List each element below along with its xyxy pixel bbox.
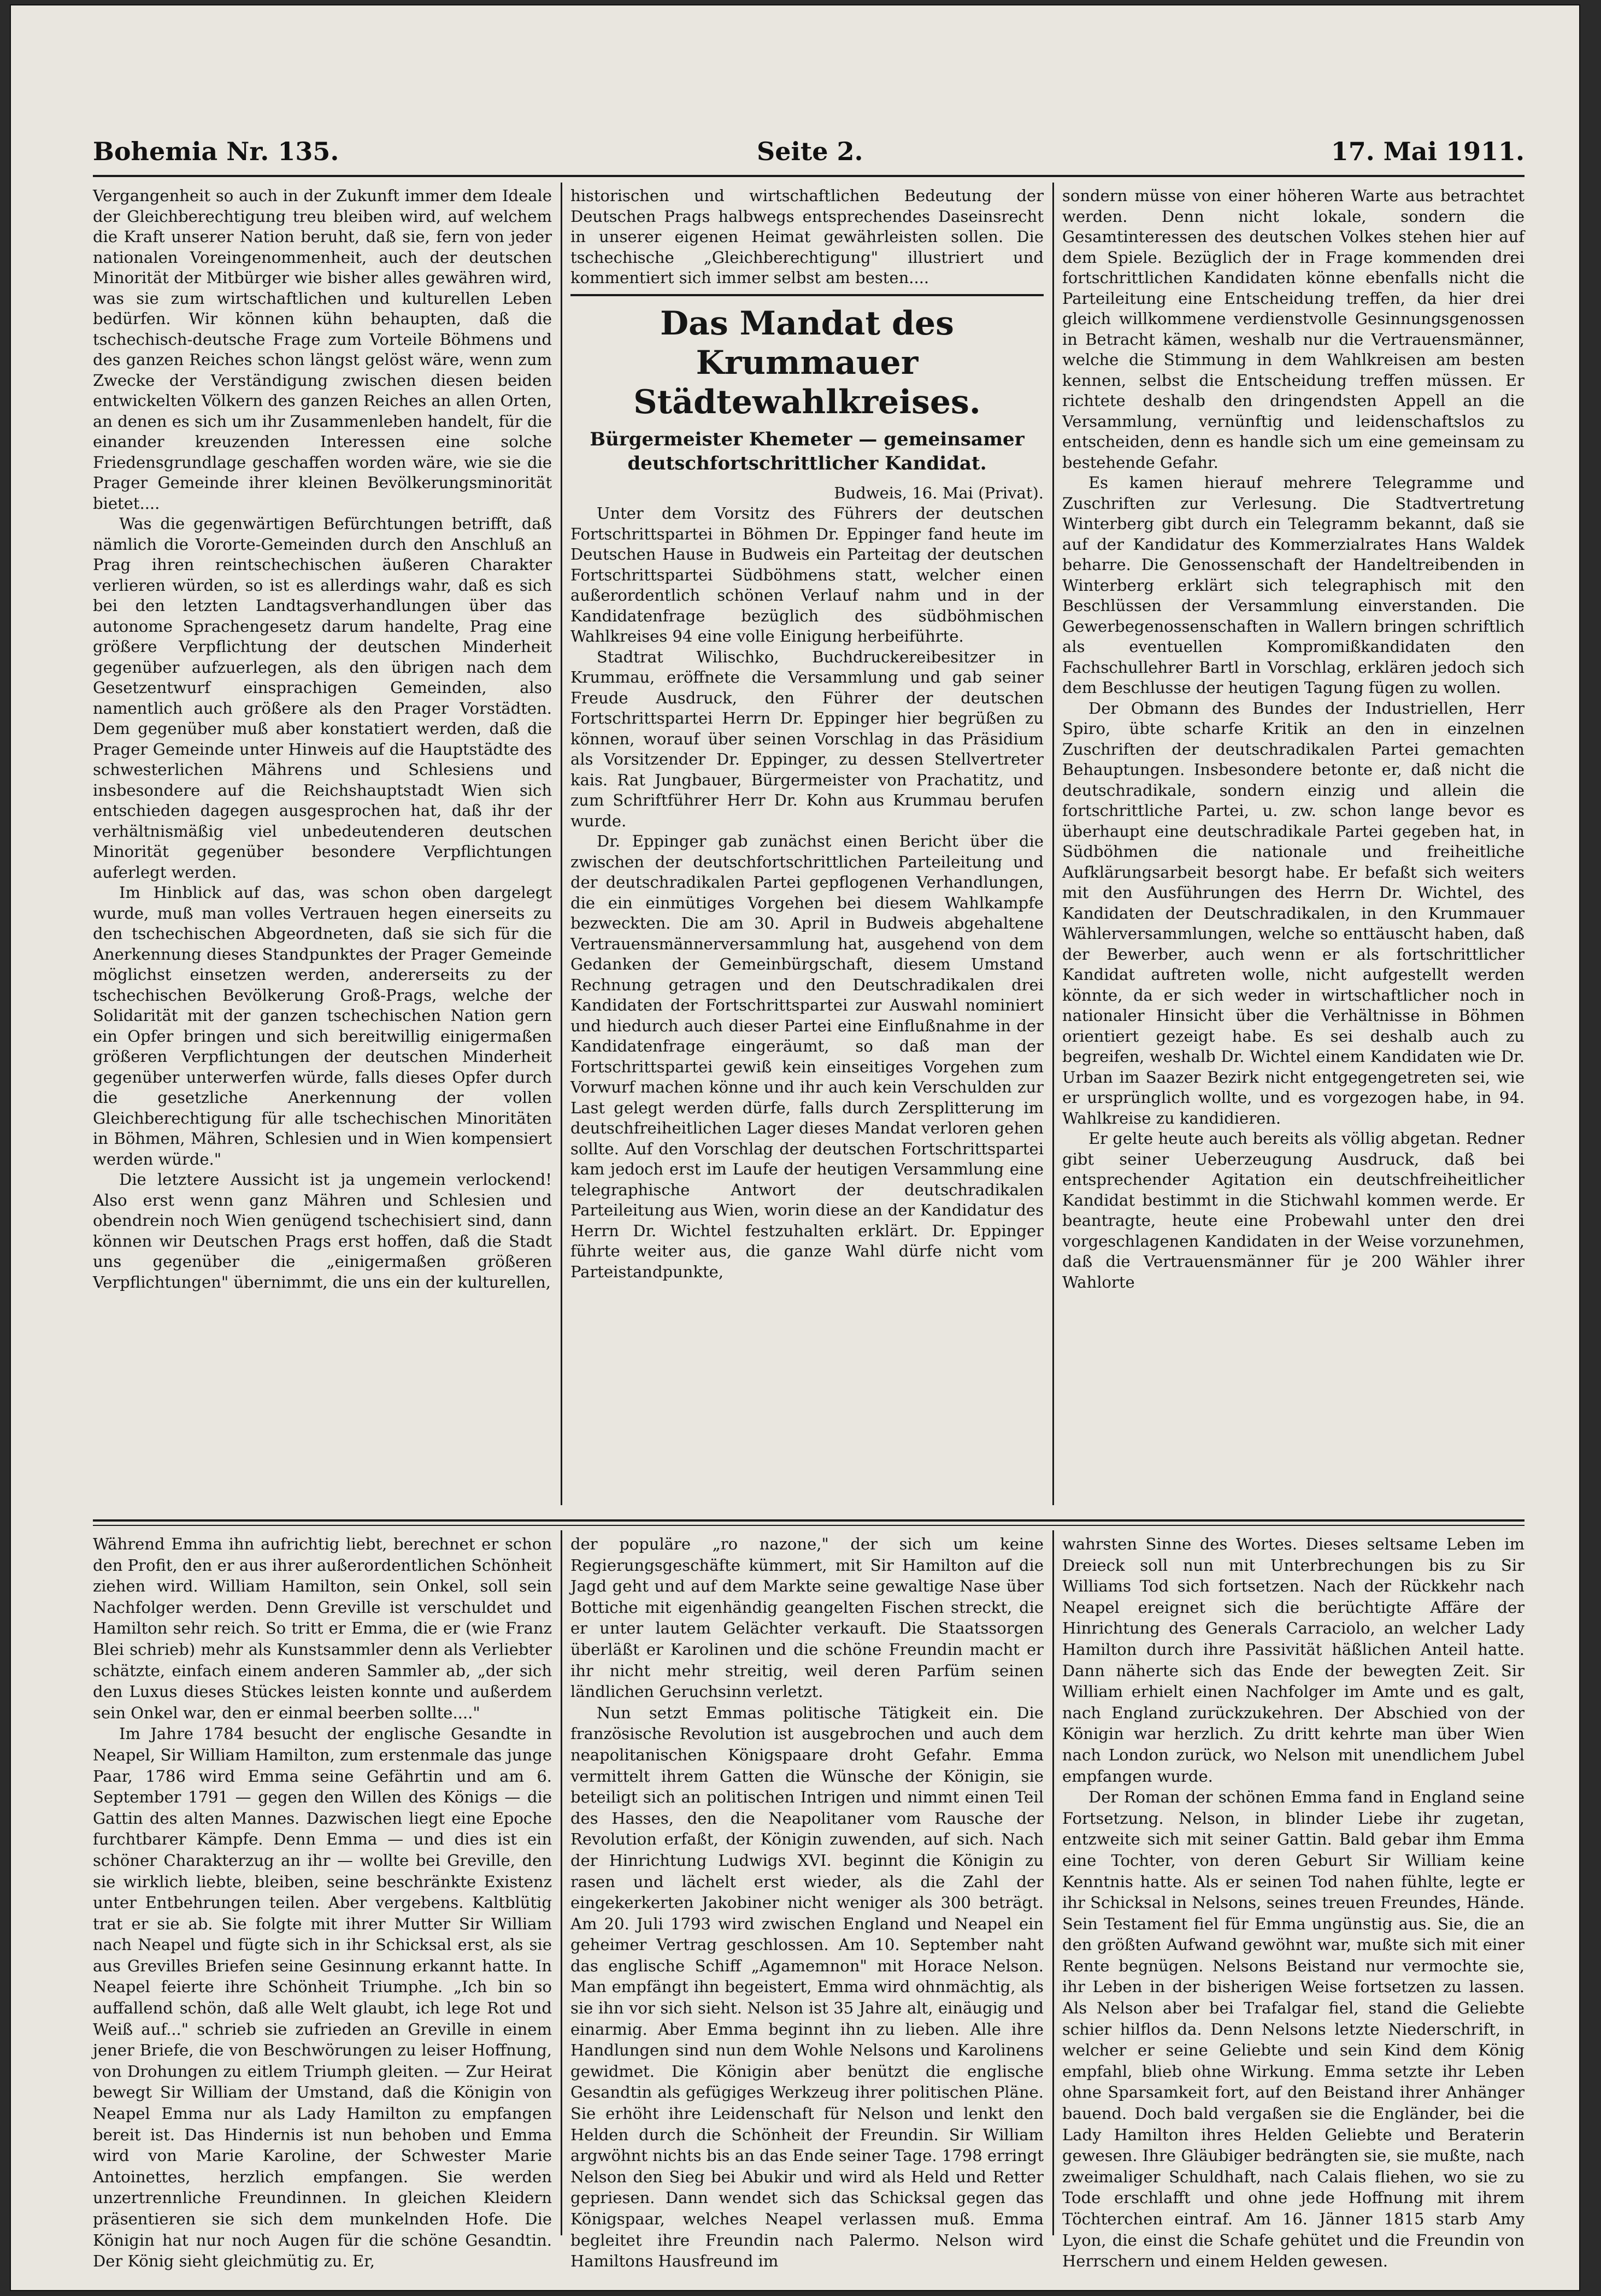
article-dateline: Budweis, 16. Mai (Privat). bbox=[834, 483, 1044, 502]
paragraph: Dr. Eppinger gab zunächst einen Bericht über die zwischen der deutschfortschrittlichen Parteileitung und der deutschradikalen Partei gepflogenen Verhandlungen, die ein einmütiges Vorgehen bei diesem Wahlkampfe bezweckten. Die am 30. April in Budweis abgehaltene Vertrauensmännerversammlung hat, ausgehend von dem Gedanken der Gemeinbürgschaft, diesem Umstand Rechnung getragen und den Deutschradikalen drei Kandidaten der Fortschrittspartei zur Auswahl nominiert und hiedurch auch dieser Partei eine Einflußnahme in der Kandidatenfrage eingeräumt, so daß man der Fortschrittspartei gewiß kein einseitiges Vorgehen zum Vorwurf machen könne und ihr auch kein Verschulden zur Last gelegt werden dürfe, falls durch Zersplitterung im deutschfreiheitlichen Lager dieses Mandat verloren gehen sollte. Auf den Vorschlag der deutschen Fortschrittspartei kam jedoch erst im Laufe der heutigen Versammlung eine telegraphische Antwort der deutschradikalen Parteileitung aus Wien, worin diese an der Kandidatur des Herrn Dr. Wichtel festzuhalten erklärt. Dr. Eppinger führte weiter aus, die ganze Wahl dürfe nicht vom Parteistandpunkte, bbox=[570, 832, 1044, 1281]
page-header bbox=[93, 137, 1525, 175]
column-rule-upper-1 bbox=[561, 183, 562, 1505]
paragraph: historischen und wirtschaftlichen Bedeutung der Deutschen Prags halbwegs entsprechendes Daseinsrecht in unserer eigenen Heimat gewährleisten sollen. Die tschechische „Gleichberechtigung" illustriert und kommentiert sich immer selbst am besten.... bbox=[570, 186, 1044, 287]
upper-column-1 bbox=[93, 186, 552, 1508]
paragraph: Stadtrat Wilischko, Buchdruckereibesitzer in Krummau, eröffnete die Versammlung und gab seiner Freude Ausdruck, den Führer der deutschen Fortschrittspartei Herrn Dr. Eppinger hier begrüßen zu können, worauf über seinen Vorschlag in das Präsidium als Vorsitzender Dr. Eppinger, zu dessen Stellvertreter kais. Rat Jungbauer, Bürgermeister von Prachatitz, und zum Schriftführer Herr Dr. Kohn aus Krummau berufen wurde. bbox=[570, 647, 1044, 830]
paragraph: Was die gegenwärtigen Befürchtungen betrifft, daß nämlich die Vororte-Gemeinden durch den Anschluß an Prag ihren reintschechischen äußeren Charakter verlieren würden, so ist es allerdings wahr, daß es sich bei den letzten Landtagsverhandlungen über das autonome Sprachengesetz darum handelte, Prag eine größere Verpflichtung der deutschen Minderheit gegenüber aufzuerlegen, als den übrigen nach dem Gesetzentwurf einsprachigen Gemeinden, also namentlich auch größere als den Prager Vorstädten. Dem gegenüber muß aber konstatiert werden, daß die Prager Gemeinde unter Hinweis auf die Hauptstädte des schwesterlichen Mährens und Schlesiens und insbesondere auf die Reichshauptstadt Wien sich entschieden dagegen ausgesprochen hat, daß ihr der verhältnismäßig viel unbedeutenderen deutschen Minorität gegenüber besondere Verpflichtungen auferlegt werden. bbox=[93, 514, 552, 882]
paragraph: Vergangenheit so auch in der Zukunft immer dem Ideale der Gleichberechtigung treu bleiben wird, auf welchem die Kraft unserer Nation beruht, daß sie, fern von jeder nationalen Voreingenommenheit, auch der deutschen Minorität der Mitbürger wie bisher alles gewähren wird, was sie zum wirtschaftlichen und kulturellen Leben bedürfen. Wir können kühn behaupten, daß die tschechisch-deutsche Frage zum Vorteile Böhmens und des ganzen Reiches schon längst gelöst wäre, wenn zum Zwecke der Verständigung zwischen diesen beiden entwickelten Völkern des ganzen Reiches an allen Orten, an denen es sich um ihr Zusammenleben handelt, für die einander kreuzenden Interessen eine solche Friedensgrundlage geschaffen worden wäre, wie sie die Prager Gemeinde ihrer kleinen Bevölkerungsminorität bietet.... bbox=[93, 186, 552, 513]
newspaper-sheet bbox=[11, 5, 1579, 2290]
lower-column-1 bbox=[93, 1534, 552, 2271]
paragraph: der populäre „ro nazone," der sich um keine Regierungsgeschäfte kümmert, mit Sir Hamilton auf die Jagd geht und auf dem Markte seine gewaltige Nase über Bottiche mit eigenhändig geangelten Fischen streckt, die er unter lautem Gelächter verkauft. Die Staatssorgen überläßt er Karolinen und die schöne Freundin macht er ihr nicht mehr streitig, weil deren Parfüm seinen ländlichen Geruchsinn verletzt. bbox=[570, 1535, 1044, 1701]
paragraph: Unter dem Vorsitz des Führers der deutschen Fortschrittspartei in Böhmen Dr. Eppinger fand heute im Deutschen Hause in Budweis ein Parteitag der deutschen Fortschrittspartei Südböhmens statt, welcher einen außerordentlich schönen Verlauf nahm und in der Kandidatenfrage bezüglich des südböhmischen Wahlkreises 94 eine volle Einigung herbeiführte. bbox=[570, 504, 1044, 645]
article-divider bbox=[570, 294, 1044, 296]
feuilleton-rule-top bbox=[93, 1519, 1525, 1522]
lower-column-2 bbox=[570, 1534, 1044, 2271]
newspaper-page bbox=[93, 137, 1525, 2271]
paragraph: Nun setzt Emmas politische Tätigkeit ein. Die französische Revolution ist ausgebrochen und auch dem neapolitanischen Königspaare droht Gefahr. Emma vermittelt ihrem Gatten die Wünsche der Königin, sie beteiligt sich an politischen Intrigen und nimmt einen Teil des Hasses, den die Neapolitaner vom Rausche der Revolution erfaßt, der Königin zuwenden, auf sich. Nach der Hinrichtung Ludwigs XVI. beginnt die Königin zu rasen und lächelt erst wieder, als die Zahl der eingekerkerten Jakobiner nicht weniger als 300 beträgt. Am 20. Juli 1793 wird zwischen England und Neapel ein geheimer Vertrag geschlossen. Am 10. September naht das englische Schiff „Agamemnon" mit Horace Nelson. Man empfängt ihn begeistert, Emma wird ohnmächtig, als sie ihn vor sich sieht. Nelson ist 35 Jahre alt, einäugig und einarmig. Aber Emma beginnt ihn zu lieben. Alle ihre Handlungen sind nun dem Wohle Nelsons und Karolinens gewidmet. Die Königin aber benützt die englische Gesandtin als gefügiges Werkzeug ihrer politischen Pläne. Sie erhöht ihre Leidenschaft für Nelson und lenkt den Helden durch die Schönheit der Freundin. Sir William argwöhnt nichts bis an das Ende seiner Tage. 1798 erringt Nelson den Sieg bei Abukir und wird als Held und Retter gepriesen. Dann wendet sich das Schicksal gegen das Königspaar, welches Neapel verlassen muß. Emma begleitet ihre Freundin nach Palermo. Nelson wird Hamiltons Hausfreund im bbox=[570, 1703, 1044, 2271]
column-rule-lower-1 bbox=[561, 1530, 562, 2235]
paragraph: Die letztere Aussicht ist ja ungemein verlockend! Also erst wenn ganz Mähren und Schlesien und obendrein noch Wien genügend tschechisiert sind, dann können wir Deutschen Prags erst hoffen, daß die Stadt uns gegenüber die „einigermaßen größeren Verpflichtungen" übernimmt, die uns ein der kulturellen, bbox=[93, 1170, 552, 1291]
column-rule-upper-2 bbox=[1052, 183, 1054, 1505]
paragraph: Es kamen hierauf mehrere Telegramme und Zuschriften zur Verlesung. Die Stadtvertretung Winterberg gibt durch ein Telegramm bekannt, daß sie auf der Kandidatur des Kommerzialrates Hans Waldek beharre. Die Genossenschaft der Handeltreibenden in Winterberg erklärt sich telegraphisch mit den Beschlüssen der Versammlung einverstanden. Die Gewerbegenossenschaften in Wallern bringen schriftlich als eventuellen Kompromißkandidaten den Fachschullehrer Bartl in Vorschlag, erklären jedoch sich dem Beschlusse der heutigen Tagung fügen zu wollen. bbox=[1062, 473, 1525, 697]
paragraph: sondern müsse von einer höheren Warte aus betrachtet werden. Denn nicht lokale, sondern die Gesamtinteressen des deutschen Volkes stehen hier auf dem Spiele. Bezüglich der in Frage kommenden drei fortschrittlichen Kandidaten könne ebenfalls nicht die Parteileitung eine Entscheidung treffen, da hier drei gleich willkommene verdienstvolle Gesinnungsgenossen in Betracht kämen, weshalb nur die Vertrauensmänner, welche die Stimmung in dem Wahlkreisen am besten kennen, selbst die Entscheidung treffen müssen. Er richtete deshalb den dringendsten Appell an die Versammlung, vernünftig und leidenschaftslos zu entscheiden, denn es handle sich um eine gemeinsam zu bestehende Gefahr. bbox=[1062, 186, 1525, 472]
article-subheadline: Bürgermeister Khemeter — gemeinsamer deutschfortschrittlicher Kandidat. bbox=[590, 428, 1025, 474]
header-rule bbox=[93, 175, 1525, 177]
paragraph: Während Emma ihn aufrichtig liebt, berechnet er schon den Profit, den er aus ihrer außerordentlichen Schönheit ziehen wird. William Hamilton, sein Onkel, soll sein Nachfolger werden. Denn Greville ist verschuldet und Hamilton sehr reich. So tritt er Emma, die er (wie Franz Blei schrieb) mehr als Kunstsammler denn als Verliebter schätzte, einfach einem anderen Sammler ab, „der sich den Luxus dieses Stückes leisten konnte und außerdem sein Onkel war, den er einmal beerben sollte...." bbox=[93, 1535, 552, 1722]
paragraph: Er gelte heute auch bereits als völlig abgetan. Redner gibt seiner Ueberzeugung Ausdruck, daß bei entsprechender Agitation ein deutschfreiheitlicher Kandidat bestimmt in die Stichwahl kommen werde. Er beantragte, heute eine Probewahl unter den drei vorgeschlagenen Kandidaten in der Weise vorzunehmen, daß die Vertrauensmänner für je 200 Wähler ihrer Wahlorte bbox=[1062, 1129, 1525, 1291]
upper-column-3 bbox=[1062, 186, 1525, 1508]
page-number: Seite 2. bbox=[757, 137, 863, 166]
paragraph: Der Obmann des Bundes der Industriellen, Herr Spiro, übte scharfe Kritik an den in einzelnen Zuschriften der deutschradikalen Partei gemachten Behauptungen. Insbesondere betonte er, daß nicht die deutschradikale, sondern einzig und allein die fortschrittliche Partei, u. zw. schon lange bevor es überhaupt eine deutschradikale Partei gegeben hat, in Südböhmen die nationale und freiheitliche Aufklärungsarbeit besorgt habe. Er befaßt sich weiters mit den Ausführungen des Herrn Dr. Wichtel, des Kandidaten der Deutschradikalen, in den Krummauer Wählerversammlungen, welche so enttäuscht haben, daß der Bewerber, auch wenn er als fortschrittlicher Kandidat auftreten wolle, nicht aufgestellt werden könnte, da er sich weder in wirtschaftlicher noch in nationaler Hinsicht über die Verhältnisse in Böhmen orientiert gezeigt habe. Es sei deshalb auch zu begreifen, weshalb Dr. Wichtel einem Kandidaten wie Dr. Urban im Saazer Bezirk nicht entgegengetreten sei, wie er ursprünglich wollte, und es vorgezogen habe, in 94. Wahlkreise zu kandidieren. bbox=[1062, 698, 1525, 1128]
issue-date: 17. Mai 1911. bbox=[1331, 137, 1525, 166]
paragraph: Im Hinblick auf das, was schon oben dargelegt wurde, muß man volles Vertrauen hegen einerseits zu den tschechischen Abgeordneten, daß sie sich für die Anerkennung dieses Standpunktes der Prager Gemeinde möglichst einsetzen werden, andererseits zu der tschechischen Bevölkerung Groß-Prags, welche der Solidarität mit der ganzen tschechischen Nation gern ein Opfer bringen und sich bereitwillig einigermaßen größeren Verpflichtungen der deutschen Minderheit gegenüber unterwerfen würde, falls dieses Opfer durch die gesetzliche Anerkennung der vollen Gleichberechtigung für alle tschechischen Minoritäten in Böhmen, Mähren, Schlesien und in Wien kompensiert werden würde." bbox=[93, 883, 552, 1168]
feuilleton-rule-bottom bbox=[93, 1525, 1525, 1526]
upper-column-2 bbox=[570, 186, 1044, 1508]
paragraph: Der Roman der schönen Emma fand in England seine Fortsetzung. Nelson, in blinder Liebe ihr zugetan, entzweite sich mit seiner Gattin. Bald gebar ihm Emma eine Tochter, von deren Geburt Sir William keine Kenntnis hatte. Als er seinen Tod nahen fühlte, legte er ihr Schicksal in Nelsons, seines treuen Freundes, Hände. Sein Testament fiel für Emma ungünstig aus. Sie, die an den größten Aufwand gewöhnt war, mußte sich mit einer Rente begnügen. Nelsons Beistand nur vermochte sie, ihr Leben in der bisherigen Weise fortsetzen zu lassen. Als Nelson aber bei Trafalgar fiel, stand die Geliebte schier hilflos da. Denn Nelsons letzte Niederschrift, in welcher er seine Geliebte und sein Kind dem König empfahl, blieb ohne Wirkung. Emma setzte ihr Leben ohne Sparsamkeit fort, auf den Beistand ihrer Anhänger bauend. Doch bald vergaßen sie die Engländer, bei die Lady Hamilton ihres Helden Geliebte und Beraterin gewesen. Ihre Gläubiger bedrängten sie, sie mußte, nach zweimaliger Schuldhaft, nach Calais fliehen, wo sie zu Tode erschlafft und ohne jede Hoffnung mit ihrem Töchterchen eintraf. Am 16. Jänner 1815 starb Amy Lyon, die einst die Schafe gehütet und die Freundin von Herrschern und einem Helden gewesen. bbox=[1062, 1788, 1525, 2271]
paragraph: Im Jahre 1784 besucht der englische Gesandte in Neapel, Sir William Hamilton, zum erstenmale das junge Paar, 1786 wird Emma seine Gefährtin und am 6. September 1791 — gegen den Willen des Königs — die Gattin des alten Mannes. Dazwischen liegt eine Epoche furchtbarer Kämpfe. Denn Emma — und dies ist ein schöner Charakterzug an ihr — wollte bei Greville, den sie wirklich liebte, bleiben, seine beschränkte Existenz unter Entbehrungen teilen. Aber vergebens. Kaltblütig trat er sie ab. Sie folgte mit ihrer Mutter Sir William nach Neapel und fügte sich in ihr Schicksal erst, als sie aus Grevilles Briefen seine Gesinnung erkannt hatte. In Neapel feierte ihre Schönheit Triumphe. „Ich bin so auffallend schön, daß alle Welt glaubt, ich lege Rot und Weiß auf..." schrieb sie zufrieden an Greville in einem jener Briefe, die von Beschwörungen zu leiser Hoffnung, von Drohungen zu eitlem Triumph gleiten. — Zur Heirat bewegt Sir William der Umstand, daß die Königin von Neapel Emma nur als Lady Hamilton zu empfangen bereit ist. Das Hindernis ist nun behoben und Emma wird von Marie Karoline, der Schwester Marie Antoinettes, herzlich empfangen. Sie werden unzertrennliche Freundinnen. In gleichen Kleidern präsentieren sie sich dem munkelnden Hofe. Die Königin hat nur noch Augen für die schöne Gesandtin. Der König sieht gleichmütig zu. Er, bbox=[93, 1724, 552, 2271]
lower-column-3 bbox=[1062, 1534, 1525, 2271]
masthead-issue: Bohemia Nr. 135. bbox=[93, 137, 339, 166]
paragraph: wahrsten Sinne des Wortes. Dieses seltsame Leben im Dreieck soll nun mit Unterbrechungen bis zu Sir Williams Tod sich fortsetzen. Nach der Rückkehr nach Neapel ereignet sich die berüchtigte Affäre der Hinrichtung des Generals Carraciolo, an welcher Lady Hamilton durch ihre Passivität häßlichen Anteil hatte. Dann näherte sich das Ende der bewegten Zeit. Sir William erhielt einen Nachfolger im Amte und es galt, nach England zurückzukehren. Der Abschied von der Königin war herzlich. Zu dritt kehrte man über Wien nach London zurück, wo Nelson mit unendlichem Jubel empfangen wurde. bbox=[1062, 1535, 1525, 1786]
column-rule-lower-2 bbox=[1052, 1530, 1054, 2235]
article-headline: Das Mandat des Krummauer Städtewahlkreises. bbox=[633, 304, 981, 421]
